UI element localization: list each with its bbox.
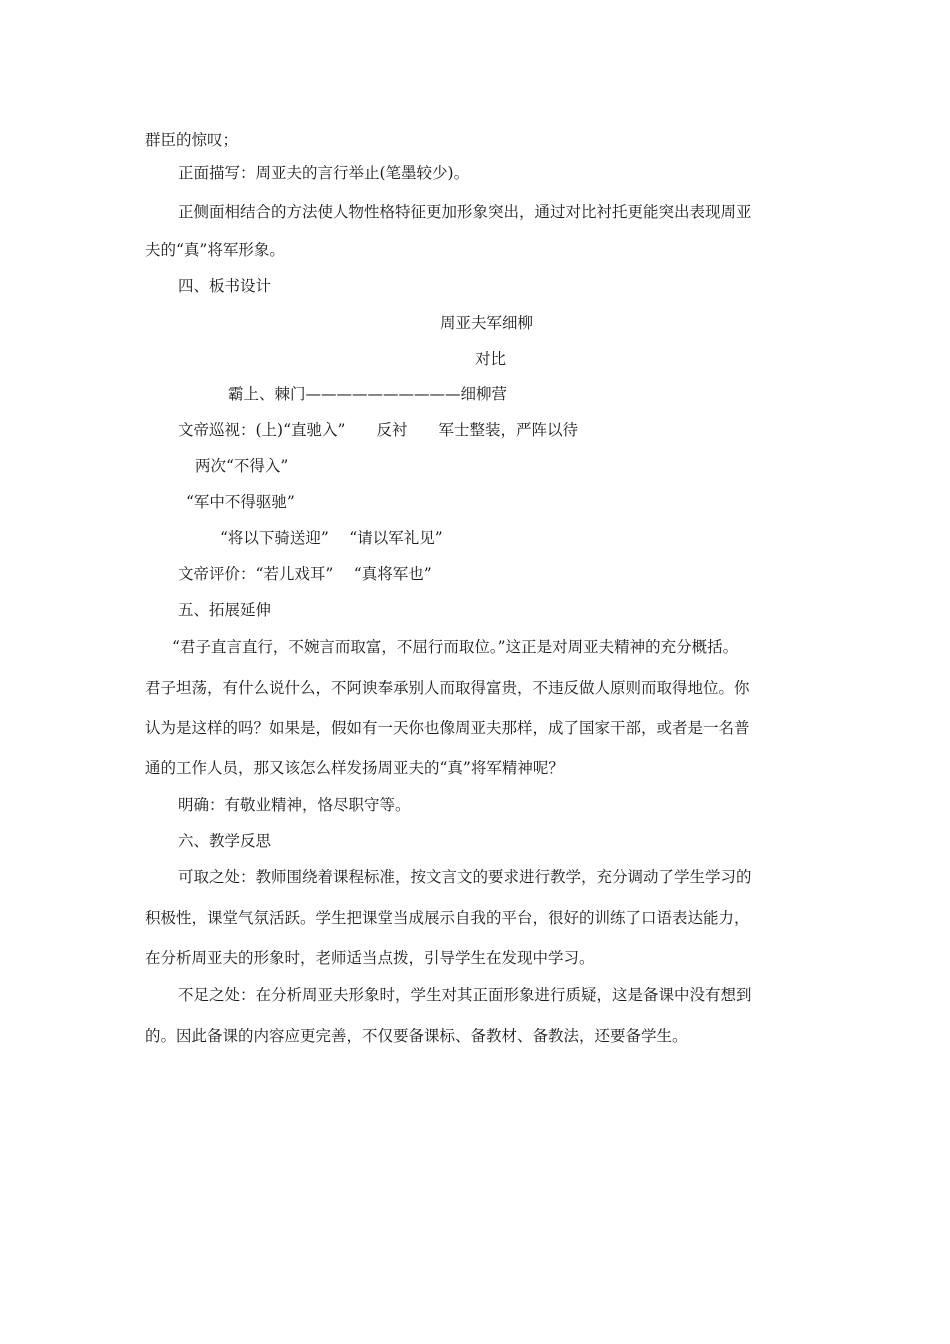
board-line: 文帝评价：“若儿戏耳” “真将军也”: [178, 565, 432, 583]
body-line: 君子坦荡，有什么说什么，不阿谀奉承别人而取得富贵，不违反做人原则而取得地位。你: [145, 679, 750, 697]
section-heading: 四、板书设计: [178, 277, 272, 295]
body-line: 在分析周亚夫的形象时，老师适当点拨，引导学生在发现中学习。: [145, 949, 595, 967]
section-heading: 五、拓展延伸: [178, 601, 272, 619]
body-line: 正侧面相结合的方法使人物性格特征更加形象突出，通过对比衬托更能突出表现周亚: [178, 203, 752, 221]
body-line: 可取之处：教师围绕着课程标准，按文言文的要求进行教学，充分调动了学生学习的: [178, 868, 752, 886]
board-line: 文帝巡视：(上)“直驰入” 反衬 军士整装，严阵以待: [178, 421, 578, 439]
board-line: 对比: [475, 350, 507, 368]
board-line: “将以下骑送迎” “请以军礼见”: [220, 529, 443, 547]
body-line: 正面描写：周亚夫的言行举止(笔墨较少)。: [178, 164, 470, 182]
body-line: 群臣的惊叹；: [145, 131, 239, 149]
body-line: 积极性，课堂气氛活跃。学生把课堂当成展示自我的平台，很好的训练了口语表达能力，: [145, 909, 750, 927]
board-line: 两次“不得入”: [195, 457, 289, 475]
board-line: “军中不得驱驰”: [186, 493, 295, 511]
section-heading: 六、教学反思: [178, 832, 272, 850]
body-line: 认为是这样的吗？如果是，假如有一天你也像周亚夫那样，成了国家干部，或者是一名普: [145, 719, 750, 737]
body-line: 不足之处：在分析周亚夫形象时，学生对其正面形象进行质疑，这是备课中没有想到: [178, 986, 752, 1004]
body-line: 的。因此备课的内容应更完善，不仅要备课标、备教材、备教法，还要备学生。: [145, 1027, 688, 1045]
board-title: 周亚夫军细柳: [440, 314, 534, 332]
body-line: 通的工作人员，那又该怎么样发扬周亚夫的“真”将军精神呢？: [145, 759, 564, 777]
board-line: 霸上、棘门——————————细柳营: [228, 385, 508, 403]
body-line: “君子直言直行，不婉言而取富，不屈行而取位。”这正是对周亚夫精神的充分概括。: [172, 638, 739, 656]
body-line: 夫的“真”将军形象。: [145, 241, 285, 259]
body-line: 明确：有敬业精神，恪尽职守等。: [178, 796, 411, 814]
